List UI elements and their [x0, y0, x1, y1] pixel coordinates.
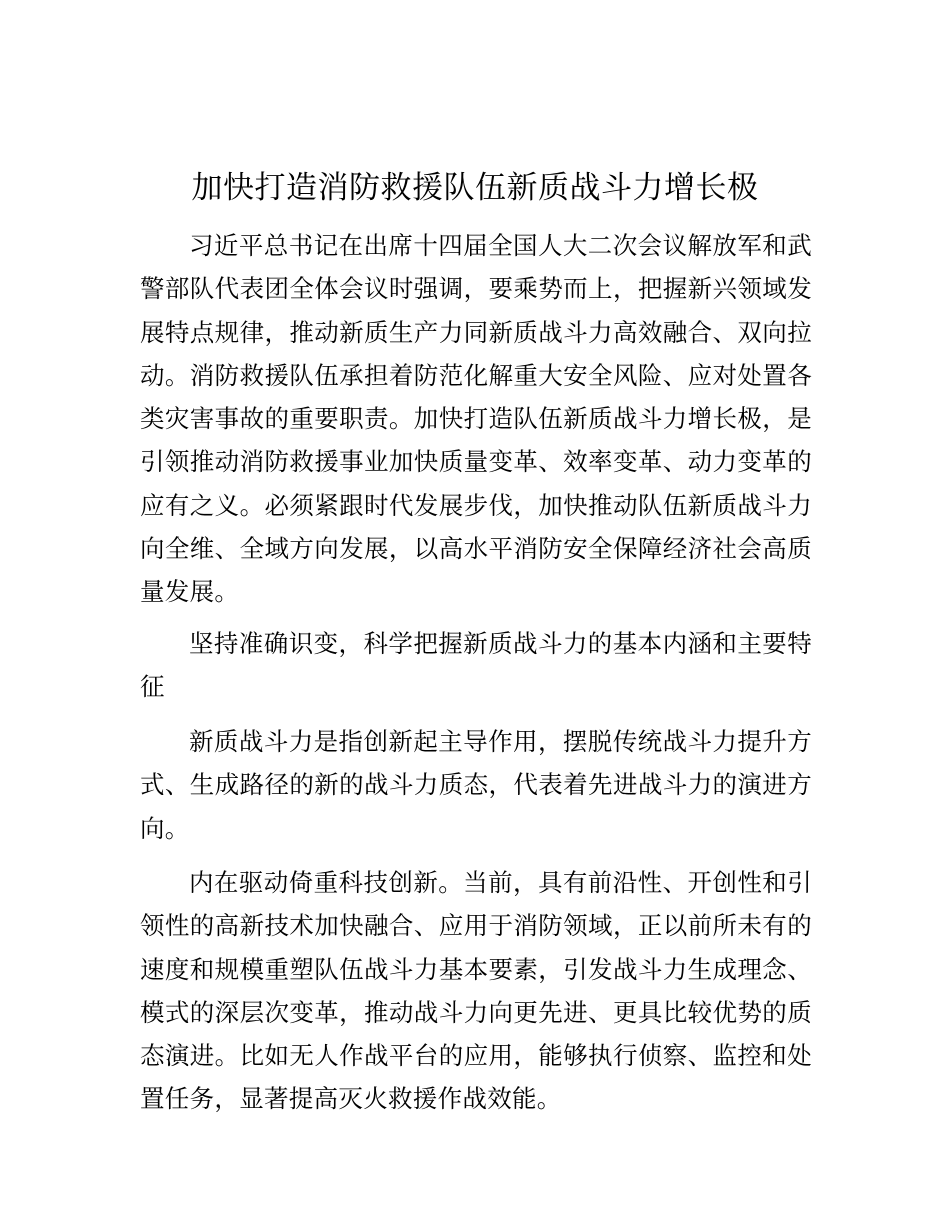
section-heading: 坚持准确识变，科学把握新质战斗力的基本内涵和主要特征 [140, 629, 812, 702]
paragraph-definition: 新质战斗力是指创新起主导作用，摆脱传统战斗力提升方式、生成路径的新的战斗力质态，代表着先进战斗力的演进方向。 [140, 727, 812, 843]
paragraph-innovation: 内在驱动倚重科技创新。当前，具有前沿性、开创性和引领性的高新技术加快融合、应用于消防领域，正以前所未有的速度和规模重塑队伍战斗力基本要素，引发战斗力生成理念、模式的深层次变革，推动战斗力向更先进、更具比较优势的质态演进。比如无人作战平台的应用，能够执行侦察、监控和处置任务，显著提高灭火救援作战效能。 [140, 868, 812, 1114]
paragraph-intro: 习近平总书记在出席十四届全国人大二次会议解放军和武警部队代表团全体会议时强调，要乘势而上，把握新兴领域发展特点规律，推动新质生产力同新质战斗力高效融合、双向拉动。消防救援队伍承担着防范化解重大安全风险、应对处置各类灾害事故的重要职责。加快打造队伍新质战斗力增长极，是引领推动消防救援事业加快质量变革、效率变革、动力变革的应有之义。必须紧跟时代发展步伐，加快推动队伍新质战斗力向全维、全域方向发展，以高水平消防安全保障经济社会高质量发展。 [140, 231, 812, 607]
document-title: 加快打造消防救援队伍新质战斗力增长极 [191, 170, 759, 206]
